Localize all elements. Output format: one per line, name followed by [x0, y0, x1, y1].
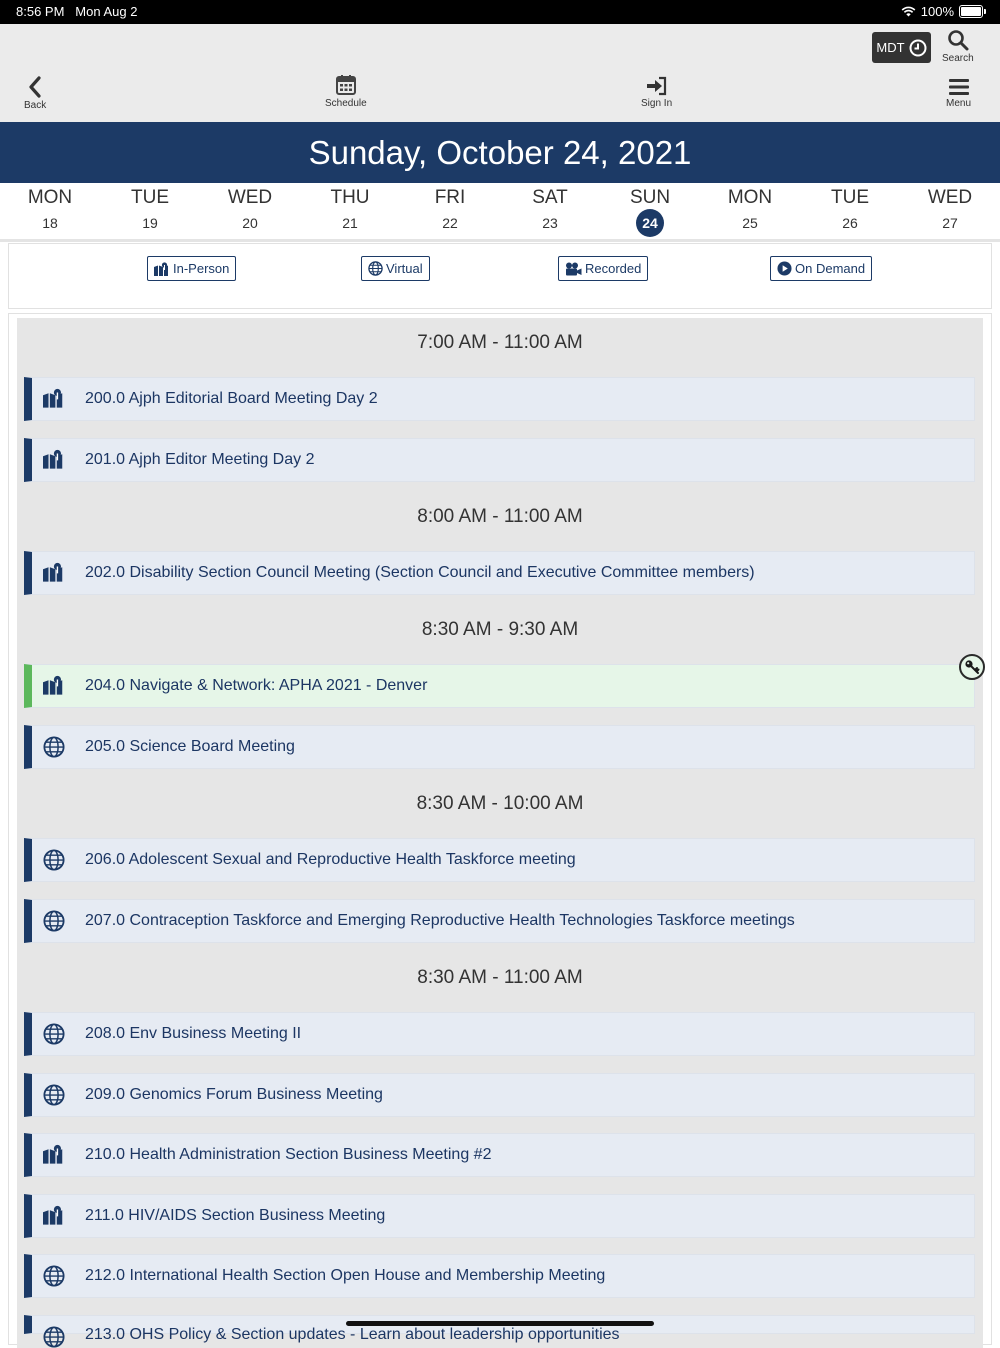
filter-in-person-button[interactable]: In-Person: [147, 256, 236, 281]
globe-icon: [43, 1023, 65, 1045]
search-button[interactable]: [942, 29, 974, 64]
session-title: 208.0 Env Business Meeting II: [85, 1025, 302, 1042]
toolbar: [0, 24, 1000, 122]
session-title: 201.0 Ajph Editor Meeting Day 2: [85, 451, 315, 468]
video-camera-icon: [565, 262, 582, 276]
session-title: 211.0 HIV/AIDS Section Business Meeting: [85, 1207, 386, 1224]
time-slot-header: 8:30 AM - 9:30 AM: [421, 619, 579, 640]
schedule-label: Schedule: [325, 98, 367, 109]
menu-label: Menu: [946, 98, 972, 109]
search-label: Search: [942, 53, 974, 64]
day-sun-24-selected[interactable]: SUN 24: [600, 183, 700, 237]
chevron-left-icon: [27, 76, 43, 98]
sign-in-icon: [646, 76, 668, 96]
search-icon: [947, 29, 969, 51]
session-row-209[interactable]: [24, 1073, 975, 1117]
day-wed-20[interactable]: WED 20: [227, 187, 273, 231]
day-selector: [0, 183, 1000, 242]
session-row-208[interactable]: [24, 1012, 975, 1056]
map-person-icon: [43, 562, 65, 584]
day-mon-18[interactable]: MON 18: [27, 187, 73, 231]
session-row-210[interactable]: [24, 1133, 975, 1177]
battery-icon: [959, 5, 983, 18]
battery-percent: 100%: [920, 4, 954, 19]
play-circle-icon: [777, 261, 792, 276]
map-person-icon: [43, 1205, 65, 1227]
schedule-button[interactable]: [325, 74, 367, 109]
globe-icon: [43, 1326, 65, 1348]
status-time: 8:56 PM Mon Aug 2: [16, 4, 138, 19]
timezone-label: MDT: [876, 40, 905, 55]
timezone-button[interactable]: [872, 32, 931, 63]
calendar-icon: [335, 74, 357, 96]
status-bar: [0, 0, 1000, 24]
map-person-icon: [43, 675, 65, 697]
back-button[interactable]: [24, 76, 46, 111]
day-wed-27[interactable]: WED 27: [927, 187, 973, 231]
filter-on-demand-button[interactable]: On Demand: [770, 256, 872, 281]
session-row-200[interactable]: [24, 377, 975, 421]
time-slot-header: 8:30 AM - 10:00 AM: [416, 793, 584, 814]
globe-icon: [43, 849, 65, 871]
day-thu-21[interactable]: THU 21: [330, 187, 370, 231]
globe-icon: [43, 910, 65, 932]
home-indicator[interactable]: [346, 1321, 654, 1326]
date-title: Sunday, October 24, 2021: [0, 122, 1000, 183]
session-title: 204.0 Navigate & Network: APHA 2021 - Denver: [85, 677, 428, 694]
map-person-icon: [154, 262, 170, 276]
session-title: 213.0 OHS Policy & Section updates - Learn about leadership opportunities: [85, 1326, 620, 1343]
session-row-202[interactable]: [24, 551, 975, 595]
filter-recorded-button[interactable]: Recorded: [558, 256, 648, 281]
session-row-212[interactable]: [24, 1254, 975, 1298]
day-sat-23[interactable]: SAT 23: [532, 187, 568, 231]
menu-button[interactable]: [946, 78, 971, 109]
wifi-icon: [901, 6, 916, 17]
globe-icon: [368, 261, 383, 276]
day-fri-22[interactable]: FRI 22: [434, 187, 466, 231]
filter-bar: [8, 243, 992, 309]
globe-icon: [43, 1265, 65, 1287]
session-title: 207.0 Contraception Taskforce and Emerging Reproductive Health Technologies Taskforce meetings: [85, 912, 795, 929]
session-row-204[interactable]: [24, 664, 975, 708]
map-person-icon: [43, 1144, 65, 1166]
session-title: 210.0 Health Administration Section Business Meeting #2: [85, 1146, 492, 1163]
time-slot-header: 7:00 AM - 11:00 AM: [417, 332, 583, 353]
session-title: 206.0 Adolescent Sexual and Reproductive Health Taskforce meeting: [85, 851, 576, 868]
clock-icon: [909, 39, 927, 57]
map-person-icon: [43, 449, 65, 471]
day-mon-25[interactable]: MON 25: [727, 187, 773, 231]
day-tue-19[interactable]: TUE 19: [131, 187, 169, 231]
day-tue-26[interactable]: TUE 26: [831, 187, 869, 231]
session-row-205[interactable]: [24, 725, 975, 769]
session-row-201[interactable]: [24, 438, 975, 482]
hamburger-icon: [948, 78, 970, 96]
session-title: 200.0 Ajph Editorial Board Meeting Day 2: [85, 390, 378, 407]
session-title: 212.0 International Health Section Open House and Membership Meeting: [85, 1267, 606, 1284]
time-slot-header: 8:30 AM - 11:00 AM: [417, 967, 583, 988]
key-icon[interactable]: [959, 654, 985, 680]
session-row-207[interactable]: [24, 899, 975, 943]
session-title: 205.0 Science Board Meeting: [85, 738, 295, 755]
sign-in-button[interactable]: [641, 76, 672, 109]
sign-in-label: Sign In: [641, 98, 673, 109]
time-slot-header: 8:00 AM - 11:00 AM: [417, 506, 583, 527]
session-title: 202.0 Disability Section Council Meeting (Section Council and Executive Committee members): [85, 564, 755, 581]
filter-virtual-button[interactable]: Virtual: [361, 256, 430, 281]
globe-icon: [43, 1084, 65, 1106]
map-person-icon: [43, 388, 65, 410]
globe-icon: [43, 736, 65, 758]
session-row-211[interactable]: [24, 1194, 975, 1238]
session-title: 209.0 Genomics Forum Business Meeting: [85, 1086, 383, 1103]
back-label: Back: [24, 100, 47, 111]
session-row-206[interactable]: [24, 838, 975, 882]
